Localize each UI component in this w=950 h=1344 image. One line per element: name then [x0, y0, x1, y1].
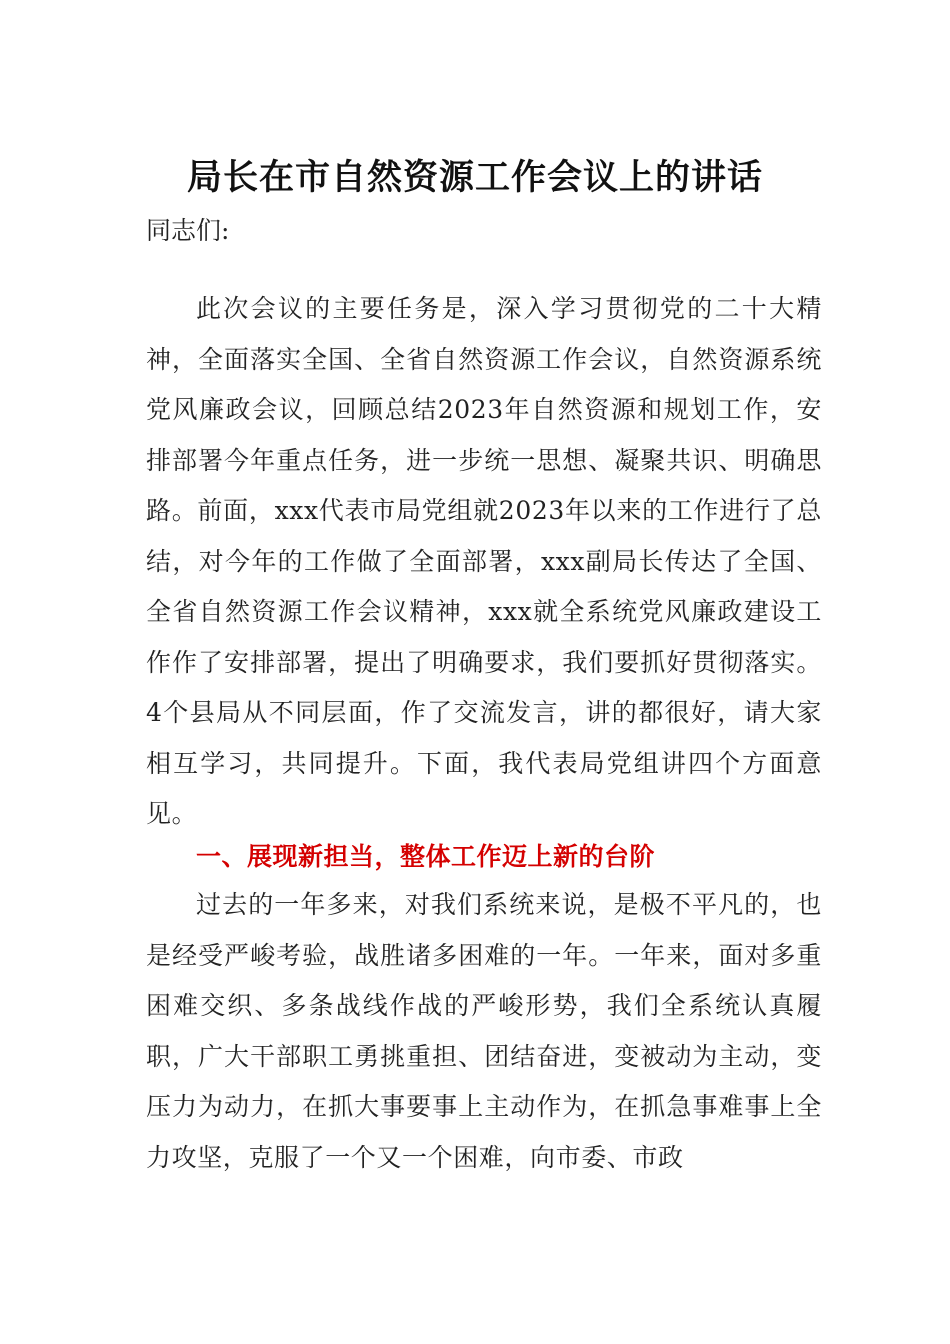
section-heading-1: 一、展现新担当，整体工作迈上新的台阶 — [196, 842, 656, 871]
paragraph-1-text: 此次会议的主要任务是，深入学习贯彻党的二十大精神，全面落实全国、全省自然资源工作会议，自然资源系统党风廉政会议，回顾总结2023年自然资源和规划工作，安排部署今年重点任务，进一步统一思想、凝聚共识、明确思路。前面，xxx代表市局党组就2023年以来的工作进行了总结，对今年的工作做了全面部署，xxx副局长传达了全国、全省自然资源工作会议精神，xxx就全系统党风廉政建设工作作了安排部署，提出了明确要求，我们要抓好贯彻落实。4个县局从不同层面，作了交流发言，讲的都很好，请大家相互学习，共同提升。下面，我代表局党组讲四个方面意见。 — [146, 294, 822, 828]
salutation: 同志们: — [146, 216, 230, 245]
paragraph-2-text: 过去的一年多来，对我们系统来说，是极不平凡的，也是经受严峻考验，战胜诸多困难的一年。一年来，面对多重困难交织、多条战线作战的严峻形势，我们全系统认真履职，广大干部职工勇挑重担、团结奋进，变被动为主动，变压力为动力，在抓大事要事上主动作为，在抓急事难事上全力攻坚，克服了一个又一个困难，向市委、市政 — [146, 890, 822, 1172]
paragraph-section-1 — [146, 880, 822, 1183]
document-title: 局长在市自然资源工作会议上的讲话 — [186, 158, 763, 198]
paragraph-intro — [146, 284, 822, 840]
